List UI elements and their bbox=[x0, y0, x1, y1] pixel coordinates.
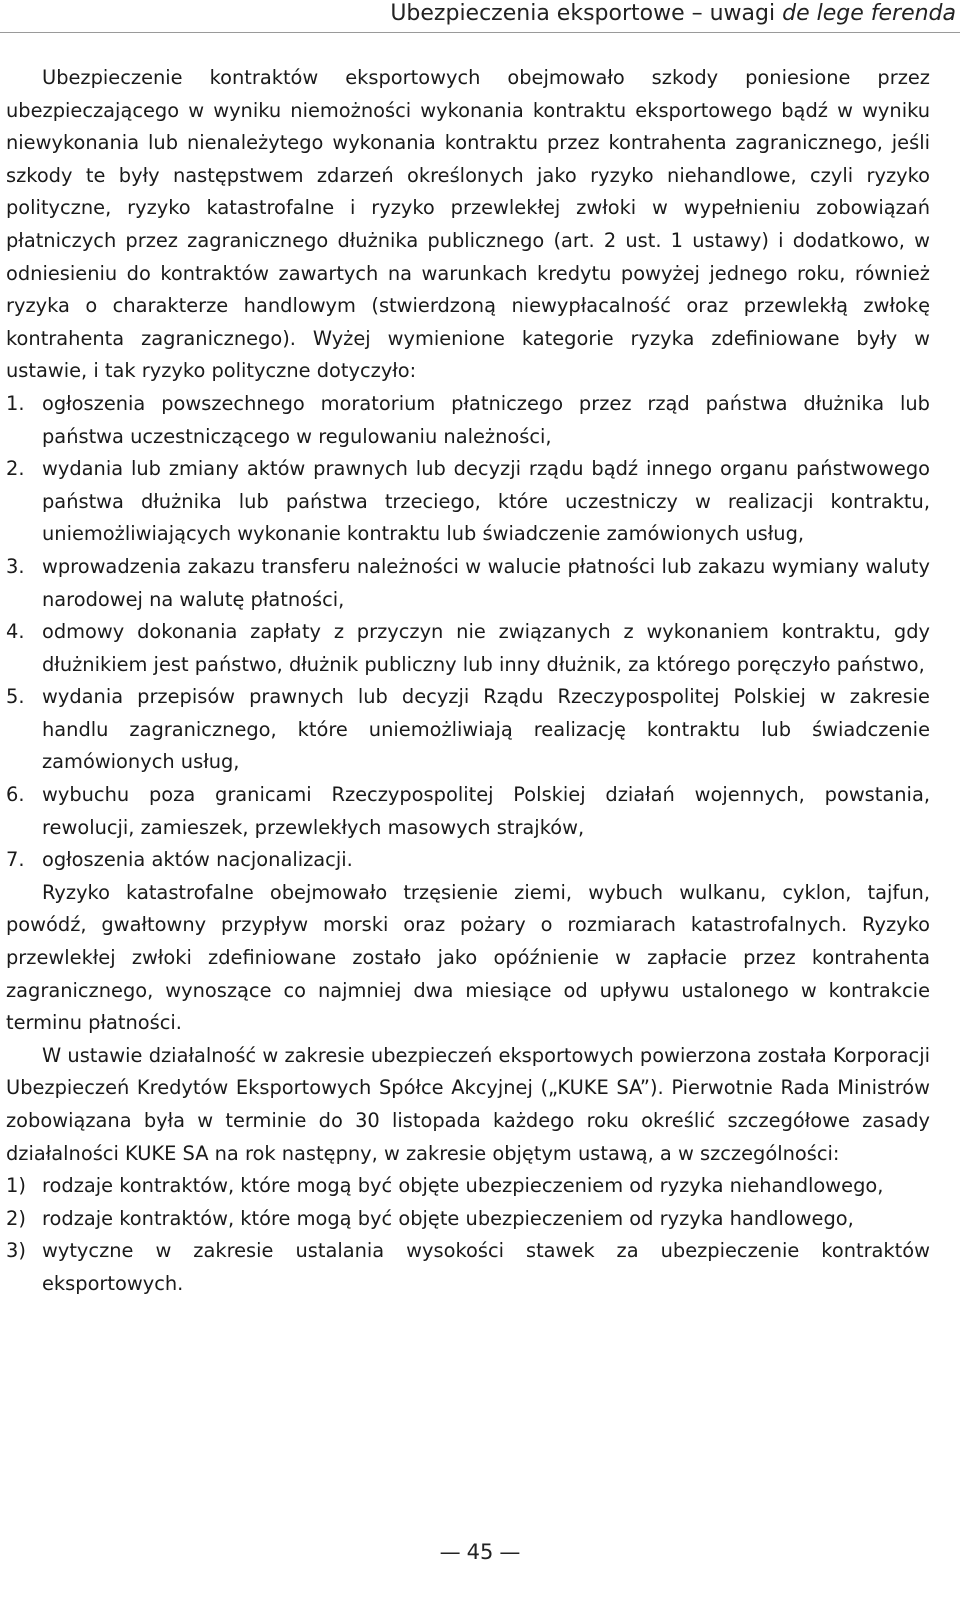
list-number: 5. bbox=[6, 685, 25, 709]
list-number: 2) bbox=[6, 1206, 26, 1230]
list-number: 1) bbox=[6, 1174, 26, 1198]
running-header bbox=[0, 0, 960, 33]
list-item bbox=[6, 453, 930, 551]
page-footer bbox=[0, 1540, 960, 1564]
list-item bbox=[6, 844, 930, 877]
list-number: 4. bbox=[6, 620, 25, 644]
list-number: 2. bbox=[6, 457, 25, 481]
list-number: 6. bbox=[6, 783, 25, 807]
paragraph: Ryzyko katastrofalne obejmowało trzęsienie ziemi, wybuch wulkanu, cyklon, tajfun, powódź, gwałtowny przypływ morski oraz pożary o rozmiarach katastrofalnych. Ryzyko przewlekłej zwłoki zdefiniowane zostało jako opóźnienie w zapłacie przez kontrahenta zagranicznego, wynoszące co najmniej dwa miesiące od upływu ustalonego w kontrakcie terminu płatności. bbox=[6, 880, 930, 1035]
paragraph: Ubezpieczenie kontraktów eksportowych obejmowało szkody poniesione przez ubezpieczającego w wyniku niemożności wykonania kontraktu eksportowego bądź w wyniku niewykonania lub nienależytego wykonania kontraktu przez kontrahenta zagranicznego, jeśli szkody te były następstwem zdarzeń określonych jako ryzyko niehandlowe, czyli ryzyko polityczne, ryzyko katastrofalne i ryzyko przewlekłej zwłoki w wypełnieniu zobowiązań płatniczych przez zagranicznego dłużnika publicznego (art. 2 ust. 1 ustawy) i dodatkowo, w odniesieniu do kontraktów zawartych na warunkach kredytu powyżej jednego roku, również ryzyka o charakterze handlowym (stwierdzoną niewypłacalność oraz przewlekłą zwłokę kontrahenta zagranicznego). Wyżej wymienione kategorie ryzyka zdefiniowane były w ustawie, i tak ryzyko polityczne dotyczyło: bbox=[6, 66, 930, 383]
list-number: 7. bbox=[6, 848, 25, 872]
list-number: 1. bbox=[6, 391, 25, 415]
footer-dash-left: — bbox=[439, 1540, 461, 1564]
paragraph: W ustawie działalność w zakresie ubezpieczeń eksportowych powierzona została Korporacji Ubezpieczeń Kredytów Eksportowych Spółce Akcyjnej („KUKE SA”). Pierwotnie Rada Ministrów zobowiązana była w terminie do 30 listopada każdego roku określić szczegółowe zasady działalności KUKE SA na rok następny, w zakresie objętym ustawą, a w szczególności: bbox=[6, 1043, 930, 1165]
header-title-main: Ubezpieczenia eksportowe – uwagi bbox=[390, 1, 783, 26]
list-item-text: ogłoszenia aktów nacjonalizacji. bbox=[42, 848, 353, 872]
list-number: 3. bbox=[6, 554, 25, 578]
list-item bbox=[6, 388, 930, 453]
list-item-text: rodzaje kontraktów, które mogą być objęte ubezpieczeniem od ryzyka niehandlowego, bbox=[42, 1174, 884, 1198]
list-item bbox=[6, 551, 930, 616]
list-item-text: wydania lub zmiany aktów prawnych lub decyzji rządu bądź innego organu państwowego państwa dłużnika lub państwa trzeciego, które uczestniczy w realizacji kontraktu, uniemożliwiających wykonanie kontraktu lub świadczenie zamówionych usług, bbox=[42, 457, 930, 546]
list-item-text: wydania przepisów prawnych lub decyzji Rządu Rzeczypospolitej Polskiej w zakresie handlu zagranicznego, które uniemożliwiają realizację kontraktu lub świadczenie zamówionych usług, bbox=[42, 685, 930, 774]
list-item bbox=[6, 681, 930, 779]
list-item bbox=[6, 1235, 930, 1300]
list-item-text: wybuchu poza granicami Rzeczypospolitej Polskiej działań wojennych, powstania, rewolucji, zamieszek, przewlekłych masowych strajków, bbox=[42, 783, 930, 839]
list-item bbox=[6, 1203, 930, 1236]
list-item-text: rodzaje kontraktów, które mogą być objęte ubezpieczeniem od ryzyka handlowego, bbox=[42, 1206, 854, 1230]
list-item-text: ogłoszenia powszechnego moratorium płatniczego przez rząd państwa dłużnika lub państwa uczestniczącego w regulowaniu należności, bbox=[42, 391, 930, 448]
list-item-text: odmowy dokonania zapłaty z przyczyn nie związanych z wykonaniem kontraktu, gdy dłużnikiem jest państwo, dłużnik publiczny lub inny dłużnik, za którego poręczyło państwo, bbox=[42, 620, 930, 676]
list-item bbox=[6, 616, 930, 681]
list-item bbox=[6, 1170, 930, 1203]
list-number: 3) bbox=[6, 1239, 26, 1263]
running-header-title bbox=[390, 1, 956, 26]
page-body bbox=[6, 62, 930, 1301]
kuke-scope-list bbox=[6, 1170, 930, 1300]
political-risk-list bbox=[6, 388, 930, 877]
list-item-text: wytyczne w zakresie ustalania wysokości stawek za ubezpieczenie kontraktów eksportowych. bbox=[42, 1239, 930, 1295]
header-title-italic: de lege ferenda bbox=[782, 1, 956, 26]
list-item-text: wprowadzenia zakazu transferu należności w walucie płatności lub zakazu wymiany waluty narodowej na walutę płatności, bbox=[42, 554, 930, 611]
footer-dash-right: — bbox=[499, 1540, 521, 1564]
list-item bbox=[6, 779, 930, 844]
page-number: 45 bbox=[466, 1540, 494, 1564]
